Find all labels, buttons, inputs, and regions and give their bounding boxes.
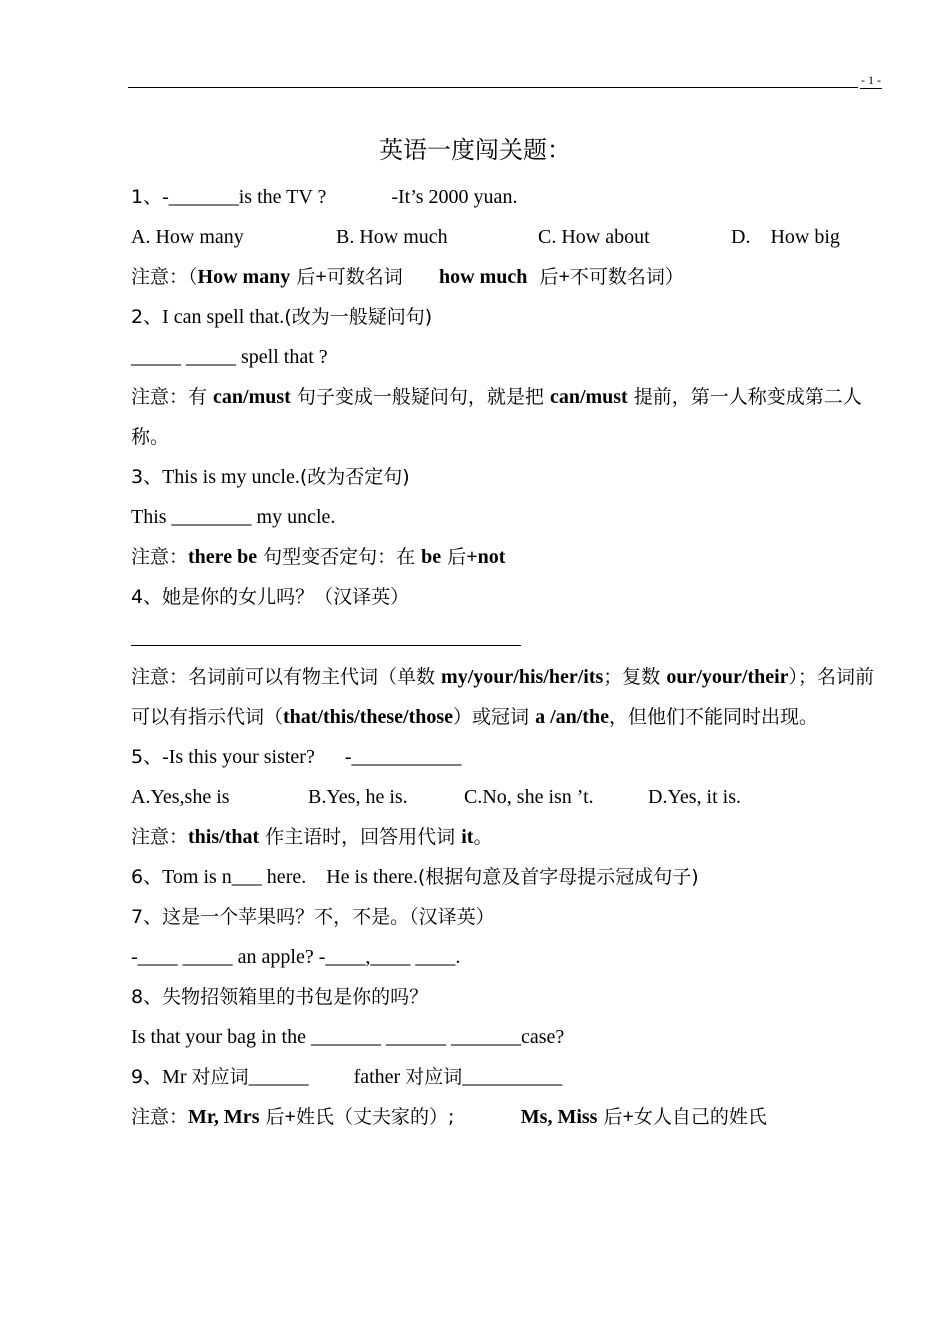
question-6: 6、Tom is n___ here. He is there.(根据句意及首字母提示冠成句子) bbox=[131, 866, 699, 888]
question-5-options bbox=[131, 777, 891, 817]
question-8: 8、失物招领箱里的书包是你的吗？ bbox=[131, 986, 429, 1008]
note-2: 注意：有 can/must 句子变成一般疑问句，就是把 can/must 提前，第一人称变成第二人称。 bbox=[131, 386, 862, 448]
question-4: 4、她是你的女儿吗？（汉译英） bbox=[131, 586, 410, 608]
page-title: 英语一度闯关题： bbox=[379, 136, 571, 164]
option-a: A.Yes,she is bbox=[131, 786, 230, 808]
answer-underline bbox=[131, 617, 521, 646]
option-a: A. How many bbox=[131, 226, 244, 248]
note-1: 注意：（How many 后+可数名词 how much 后+不可数名词） bbox=[131, 266, 684, 288]
question-5: 5、-Is this your sister? -___________ bbox=[131, 746, 462, 768]
page-number: - 1 - bbox=[861, 73, 881, 87]
question-7-answer: -____ _____ an apple? -____,____ ____. bbox=[131, 946, 461, 968]
option-b: B. How much bbox=[336, 226, 448, 248]
option-c: C. How about bbox=[538, 226, 650, 248]
header-rule bbox=[128, 87, 858, 88]
question-1: 1、-_______is the TV ? -It’s 2000 yuan. bbox=[131, 186, 518, 208]
question-1-options bbox=[131, 217, 891, 257]
option-c: C.No, she isn ’t. bbox=[464, 786, 594, 808]
question-2-answer: _____ _____ spell that ? bbox=[131, 346, 328, 368]
note-3: 注意：there be 句型变否定句：在 be 后+not bbox=[131, 546, 506, 568]
question-9: 9、Mr 对应词______ father 对应词__________ bbox=[131, 1066, 563, 1088]
question-8-answer: Is that your bag in the _______ ______ _______case? bbox=[131, 1026, 565, 1048]
question-7: 7、这是一个苹果吗？不，不是。（汉译英） bbox=[131, 906, 495, 928]
note-5: 注意：this/that 作主语时，回答用代词 it。 bbox=[131, 826, 493, 848]
question-1-stem: -_______is the TV ? bbox=[162, 186, 327, 208]
option-d: D. How big bbox=[731, 226, 840, 248]
question-3-answer: This ________ my uncle. bbox=[131, 506, 336, 528]
question-1-reply: -It’s 2000 yuan. bbox=[391, 186, 518, 208]
note-9: 注意：Mr, Mrs 后+姓氏（丈夫家的）; Ms, Miss 后+女人自己的姓氏 bbox=[131, 1106, 767, 1128]
question-list bbox=[131, 177, 891, 1137]
option-b: B.Yes, he is. bbox=[308, 786, 408, 808]
note-4: 注意：名词前可以有物主代词（单数 my/your/his/her/its；复数 our/your/their）；名词前可以有指示代词（that/this/these/those）或冠词 a /an/the，但他们不能同时出现。 bbox=[131, 666, 875, 728]
question-3: 3、This is my uncle.(改为否定句) bbox=[131, 466, 410, 488]
question-4-answer bbox=[131, 617, 891, 657]
option-d: D.Yes, it is. bbox=[648, 786, 741, 808]
question-2: 2、I can spell that.(改为一般疑问句) bbox=[131, 306, 433, 328]
